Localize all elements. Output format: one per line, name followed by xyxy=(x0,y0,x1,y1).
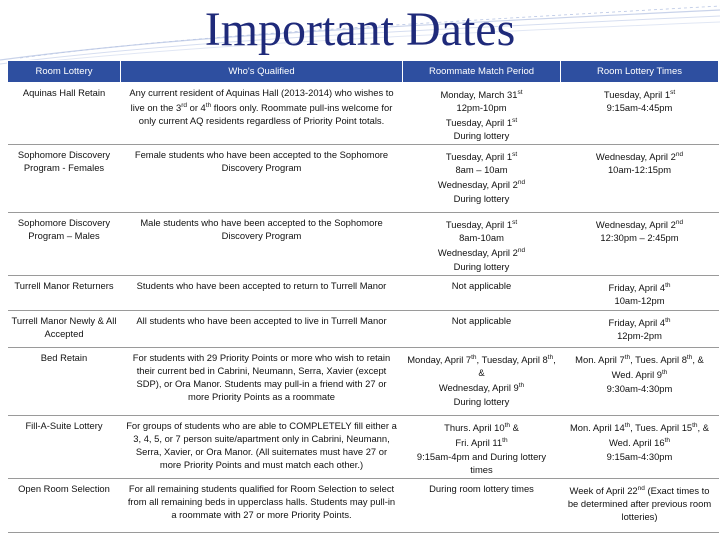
room-lottery-cell: Fill-A-Suite Lottery xyxy=(8,416,121,478)
table-header-row xyxy=(8,61,719,83)
room-lottery-cell: Aquinas Hall Retain xyxy=(8,83,121,145)
header-roommate-match-period: Roommate Match Period xyxy=(403,61,561,83)
roommate-match-cell: Not applicable xyxy=(403,276,561,311)
room-lottery-cell: Turrell Manor Newly & All Accepted xyxy=(8,311,121,348)
room-lottery-cell: Sophomore Discovery Program – Males xyxy=(8,213,121,276)
roommate-match-cell: Tuesday, April 1st 8am-10am Wednesday, April 2nd During lottery xyxy=(403,213,561,276)
room-lottery-cell: Bed Retain xyxy=(8,348,121,416)
lottery-times-cell: Mon. April 7th, Tues. April 8th, & Wed. April 9th 9:30am-4:30pm xyxy=(561,348,719,416)
lottery-times-cell: Week of April 22nd (Exact times to be determined after previous room lotteries) xyxy=(561,478,719,532)
header-whos-qualified: Who's Qualified xyxy=(121,61,403,83)
roommate-match-cell: Thurs. April 10th & Fri. April 11th 9:15am-4pm and During lottery times xyxy=(403,416,561,478)
roommate-match-cell: Tuesday, April 1st 8am – 10am Wednesday, April 2nd During lottery xyxy=(403,145,561,213)
important-dates-table xyxy=(7,60,719,533)
table-row xyxy=(8,83,719,145)
lottery-times-cell: Wednesday, April 2nd 12:30pm – 2:45pm xyxy=(561,213,719,276)
table-row xyxy=(8,213,719,276)
whos-qualified-cell: Students who have been accepted to return to Turrell Manor xyxy=(121,276,403,311)
lottery-times-cell: Wednesday, April 2nd 10am-12:15pm xyxy=(561,145,719,213)
roommate-match-cell: During room lottery times xyxy=(403,478,561,532)
table-row xyxy=(8,478,719,532)
lottery-times-cell: Friday, April 4th 10am-12pm xyxy=(561,276,719,311)
whos-qualified-cell: Any current resident of Aquinas Hall (2013-2014) who wishes to live on the 3rd or 4th floors only. Roommate pull-ins welcome for only current AQ residents regardless of Priority Point totals. xyxy=(121,83,403,145)
room-lottery-cell: Sophomore Discovery Program - Females xyxy=(8,145,121,213)
whos-qualified-cell: For all remaining students qualified for Room Selection to select from all remaining beds in upperclass halls. Students may pull-in a roommate with 27 or more Priority Points. xyxy=(121,478,403,532)
header-room-lottery: Room Lottery xyxy=(8,61,121,83)
table-row xyxy=(8,348,719,416)
roommate-match-cell: Monday, March 31st 12pm-10pm Tuesday, April 1st During lottery xyxy=(403,83,561,145)
whos-qualified-cell: Male students who have been accepted to the Sophomore Discovery Program xyxy=(121,213,403,276)
lottery-times-cell: Tuesday, April 1st 9:15am-4:45pm xyxy=(561,83,719,145)
whos-qualified-cell: All students who have been accepted to live in Turrell Manor xyxy=(121,311,403,348)
header-room-lottery-times: Room Lottery Times xyxy=(561,61,719,83)
whos-qualified-cell: Female students who have been accepted to the Sophomore Discovery Program xyxy=(121,145,403,213)
page-title: Important Dates xyxy=(204,3,516,56)
roommate-match-cell: Not applicable xyxy=(403,311,561,348)
table-row xyxy=(8,276,719,311)
whos-qualified-cell: For groups of students who are able to COMPLETELY fill either a 3, 4, 5, or 7 person suite/apartment only in Cabrini, Neumann, Serra, Xavier, or Ora Manor. (All suitemates must have 27 or more Priority Points and must match each other.) xyxy=(121,416,403,478)
whos-qualified-cell: For students with 29 Priority Points or more who wish to retain their current bed in Cabrini, Neumann, Serra, Xavier (except SDP), or Ora Manor. Students may pull-in a friend with 27 or more Priority Points as a roommate xyxy=(121,348,403,416)
table-row xyxy=(8,311,719,348)
lottery-times-cell: Friday, April 4th 12pm-2pm xyxy=(561,311,719,348)
lottery-times-cell: Mon. April 14th, Tues. April 15th, & Wed. April 16th 9:15am-4:30pm xyxy=(561,416,719,478)
table-row xyxy=(8,416,719,478)
room-lottery-cell: Turrell Manor Returners xyxy=(8,276,121,311)
table-row xyxy=(8,145,719,213)
roommate-match-cell: Monday, April 7th, Tuesday, April 8th, & Wednesday, April 9th During lottery xyxy=(403,348,561,416)
room-lottery-cell: Open Room Selection xyxy=(8,478,121,532)
